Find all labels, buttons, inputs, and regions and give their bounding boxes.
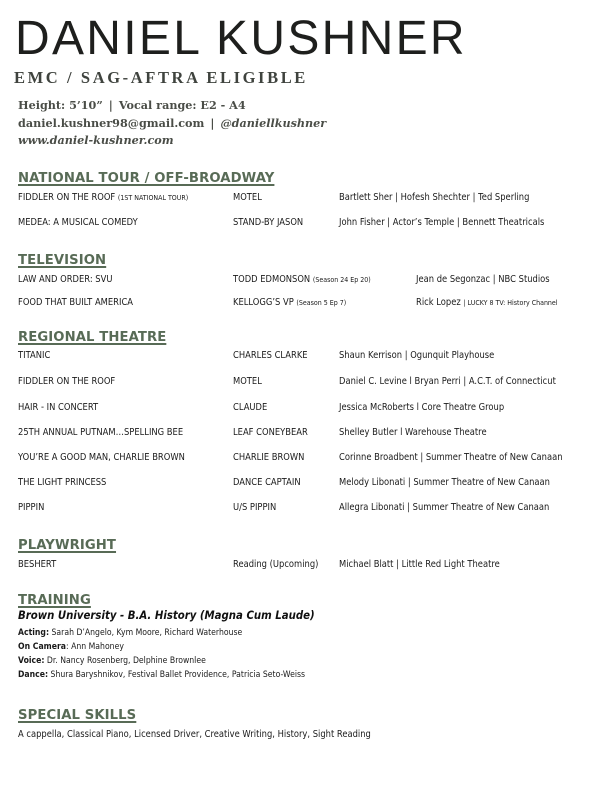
text-content: A cappella, Classical Piano, Licensed Driver, Creative Writing, History, Sight Reading <box>18 729 371 740</box>
contact-line <box>18 116 326 130</box>
section-heading-training: TRAINING <box>18 593 91 608</box>
vocal-range: Vocal range: E2 - A4 <box>118 98 246 112</box>
text-content: Reading (Upcoming) <box>233 559 319 570</box>
credit-director <box>339 502 573 513</box>
training-on-camera <box>18 642 136 652</box>
role-name: KELLOGG’S VP <box>233 297 294 308</box>
credit-role <box>233 217 311 228</box>
credit-role <box>233 192 265 203</box>
text-content <box>18 670 305 680</box>
text-content: TITANIC <box>18 350 51 361</box>
separator: | <box>108 98 113 112</box>
text-content: DANCE CAPTAIN <box>233 477 301 488</box>
credit-role <box>233 274 386 285</box>
text-content: YOU’RE A GOOD MAN, CHARLIE BROWN <box>18 452 185 463</box>
credit-director <box>339 559 518 570</box>
credit-director <box>416 297 573 308</box>
text-content <box>18 656 206 666</box>
text-content: FIDDLER ON THE ROOF <box>18 376 116 387</box>
text-content <box>416 297 558 308</box>
actor-name: DANIEL KUSHNER <box>15 12 467 65</box>
credit-show <box>18 350 54 361</box>
section-heading-national-tour: NATIONAL TOUR / OFF-BROADWAY <box>18 171 275 186</box>
text-content <box>233 297 346 308</box>
separator: | <box>210 116 215 130</box>
text-content <box>233 274 371 285</box>
text-content: Brown University - B.A. History (Magna Cum Laude) <box>18 609 315 622</box>
training-label: Acting: <box>18 628 50 638</box>
credit-role <box>233 350 316 361</box>
text-content: John Fisher | Actor’s Temple | Bennett Theatricals <box>339 217 545 228</box>
text-content: Michael Blatt | Little Red Light Theatre <box>339 559 500 570</box>
text-content: CLAUDE <box>233 402 268 413</box>
director-name: Rick Lopez <box>416 297 461 308</box>
training-value: Dr. Nancy Rosenberg, Delphine Brownlee <box>44 656 206 666</box>
training-dance <box>18 670 337 680</box>
text-content <box>18 642 124 652</box>
text-content: Allegra Libonati | Summer Theatre of New Canaan <box>339 502 550 513</box>
text-content: MEDEA: A MUSICAL COMEDY <box>18 217 138 228</box>
text-content: Corinne Broadbent | Summer Theatre of New Canaan <box>339 452 563 463</box>
show-note: (1ST NATIONAL TOUR) <box>117 194 189 202</box>
credit-director <box>339 402 523 413</box>
text-content: STAND-BY JASON <box>233 217 304 228</box>
credit-director <box>339 376 580 387</box>
credit-show <box>18 502 47 513</box>
text-content: Shaun Kerrison | Ogunquit Playhouse <box>339 350 495 361</box>
text-content: MOTEL <box>233 192 262 203</box>
training-acting <box>18 628 267 638</box>
text-content: THE LIGHT PRINCESS <box>18 477 107 488</box>
show-title: FIDDLER ON THE ROOF <box>18 192 116 203</box>
credit-show <box>18 192 207 203</box>
text-content: Shelley Butler l Warehouse Theatre <box>339 427 487 438</box>
section-heading-television: TELEVISION <box>18 253 107 268</box>
training-value: Shura Baryshnikov, Festival Ballet Providence, Patricia Seto-Weiss <box>48 670 306 680</box>
text-content: HAIR - IN CONCERT <box>18 402 99 413</box>
training-label: Voice: <box>18 656 45 666</box>
section-heading-regional-theatre: REGIONAL THEATRE <box>18 330 167 345</box>
credit-role <box>233 297 359 308</box>
union-status: EMC / SAG-AFTRA ELIGIBLE <box>14 68 308 87</box>
text-content: CHARLES CLARKE <box>233 350 308 361</box>
section-heading-special-skills: SPECIAL SKILLS <box>18 708 137 723</box>
credit-role <box>233 402 271 413</box>
text-content: Jean de Segonzac | NBC Studios <box>416 274 550 285</box>
episode-note: (Season 5 Ep 7) <box>296 299 347 307</box>
credit-show <box>18 297 146 308</box>
credit-role <box>233 559 328 570</box>
credit-role <box>233 477 308 488</box>
credit-role <box>233 376 265 387</box>
training-label: Dance: <box>18 670 49 680</box>
training-value: : Ann Mahoney <box>66 642 124 652</box>
text-content: 25TH ANNUAL PUTNAM…SPELLING BEE <box>18 427 184 438</box>
production-note: | LUCKY 8 TV: History Channel <box>463 299 558 307</box>
text-content: Bartlett Sher | Hofesh Shechter | Ted Sperling <box>339 192 530 203</box>
height: Height: 5’10” <box>18 98 103 112</box>
credit-director <box>339 350 512 361</box>
credit-show <box>18 477 116 488</box>
credit-role <box>233 452 312 463</box>
credit-director <box>416 274 565 285</box>
text-content <box>18 192 188 203</box>
text-content: BESHERT <box>18 559 57 570</box>
episode-note: (Season 24 Ep 20) <box>312 276 371 284</box>
text-content: CHARLIE BROWN <box>233 452 305 463</box>
training-label: On Camera <box>18 642 67 652</box>
text-content: LEAF CONEYBEAR <box>233 427 308 438</box>
credit-role <box>233 502 281 513</box>
text-content: Melody Libonati | Summer Theatre of New Canaan <box>339 477 550 488</box>
social-handle-link[interactable]: @daniellkushner <box>220 116 327 130</box>
email-link[interactable]: daniel.kushner98@gmail.com <box>18 116 205 130</box>
text-content: Jessica McRoberts l Core Theatre Group <box>339 402 505 413</box>
role-name: TODD EDMONSON <box>233 274 311 285</box>
credit-show <box>18 376 126 387</box>
website-link[interactable]: www.daniel-kushner.com <box>18 133 174 147</box>
education-degree <box>18 609 348 622</box>
credit-show <box>18 217 151 228</box>
credit-show <box>18 427 201 438</box>
skills-list <box>18 729 410 740</box>
text-content: PIPPIN <box>18 502 45 513</box>
credit-director <box>339 427 503 438</box>
training-value: Sarah D’Angelo, Kym Moore, Richard Waterhouse <box>49 628 243 638</box>
credit-role <box>233 427 316 438</box>
text-content: LAW AND ORDER: SVU <box>18 274 113 285</box>
section-heading-playwright: PLAYWRIGHT <box>18 538 117 553</box>
text-content: Daniel C. Levine l Bryan Perri | A.C.T. of Connecticut <box>339 376 556 387</box>
credit-director <box>339 452 587 463</box>
credit-show <box>18 274 123 285</box>
text-content: U/S PIPPIN <box>233 502 277 513</box>
credit-show <box>18 559 60 570</box>
credit-director <box>339 477 573 488</box>
credit-show <box>18 402 107 413</box>
training-voice <box>18 656 227 666</box>
credit-show <box>18 452 203 463</box>
text-content <box>18 628 242 638</box>
text-content: FOOD THAT BUILT AMERICA <box>18 297 134 308</box>
credit-director <box>339 192 551 203</box>
text-content: MOTEL <box>233 376 262 387</box>
physical-stats <box>18 98 246 112</box>
credit-director <box>339 217 567 228</box>
